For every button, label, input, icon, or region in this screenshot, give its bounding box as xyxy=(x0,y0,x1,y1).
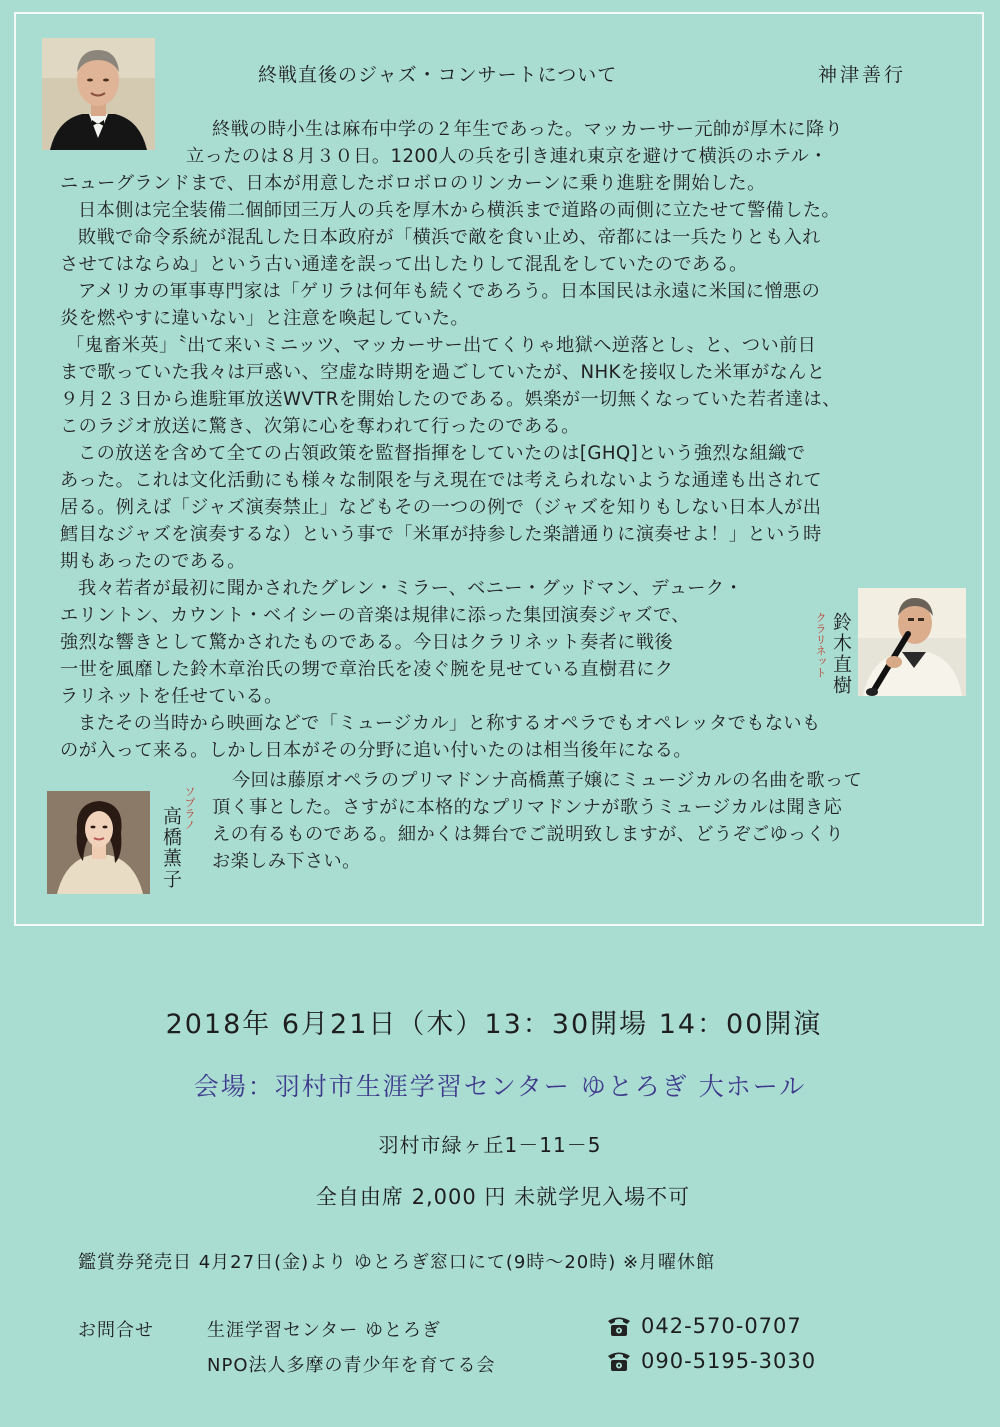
essay-line: 今回は藤原オペラのプリマドンナ高橋薫子嬢にミュージカルの名曲を歌って xyxy=(232,770,863,791)
soprano-performer-name: 高橋薫子 xyxy=(160,806,182,890)
essay-line: 敗戦で命令系統が混乱した日本政府が「横浜で敵を食い止め、帝都には一兵たりとも入れ xyxy=(78,227,821,248)
essay-line: 期もあったのである。 xyxy=(60,551,246,572)
contact-phone xyxy=(607,1349,816,1373)
essay-line: のが入って来る。しかし日本がその分野に追い付いたのは相当後年になる。 xyxy=(60,740,692,761)
essay-line: エリントン、カウント・ベイシーの音楽は規律に添った集団演奏ジャズで、 xyxy=(60,605,690,626)
clarinet-performer-name: 鈴木直樹 xyxy=(830,612,852,696)
essay-line: 頂く事とした。さすがに本格的なプリマドンナが歌うミュージカルは聞き応 xyxy=(212,797,843,818)
essay-line: 「鬼畜米英」〝出て来いミニッツ、マッカーサー出てくりゃ地獄へ逆落とし〟と、つい前日 xyxy=(66,335,817,356)
essay-line: お楽しみ下さい。 xyxy=(212,851,361,872)
essay-line: 鱈目なジャズを演奏するな）という事で「米軍が持参した楽譜通りに演奏せよ！」という時 xyxy=(60,524,822,545)
clarinet-performer-photo xyxy=(858,588,966,696)
contact-phone-number: 090-5195-3030 xyxy=(641,1349,817,1373)
essay-line: あった。これは文化活動にも様々な制限を与え現在では考えられないような通達も出されて xyxy=(60,470,822,491)
essay-line: 立ったのは８月３０日。1200人の兵を引き連れ東京を避けて横浜のホテル・ xyxy=(186,146,828,167)
article-author: 神津善行 xyxy=(818,64,907,86)
contact-phone-number: 042-570-0707 xyxy=(641,1314,802,1338)
essay-line: 終戦の時小生は麻布中学の２年生であった。マッカーサー元帥が厚木に降り xyxy=(212,119,844,140)
essay-line: 一世を風靡した鈴木章治氏の甥で章治氏を凌ぐ腕を見せている直樹君にク xyxy=(60,659,674,680)
essay-line: 炎を燃やすに違いない」と注意を喚起していた。 xyxy=(60,308,469,329)
essay-line: まで歌っていた我々は戸惑い、空虚な時期を過ごしていたが、NHKを接収した米軍がなんと xyxy=(60,362,826,383)
article-title: 終戦直後のジャズ・コンサートについて xyxy=(258,64,618,86)
essay-line: ９月２３日から進駐軍放送WVTRを開始したのである。娯楽が一切無くなっていた若者達は、 xyxy=(60,389,841,410)
clarinet-role-label: クラリネット xyxy=(814,612,827,678)
ticket-sale-info: 鑑賞券発売日 4月27日(金)より ゆとろぎ窓口にて(9時～20時) ※月曜休館 xyxy=(78,1252,716,1273)
telephone-icon xyxy=(607,1350,631,1372)
essay-line: えの有るものである。細かくは舞台でご説明致しますが、どうぞごゆっくり xyxy=(212,824,844,845)
essay-line: またその当時から映画などで「ミュージカル」と称するオペラでもオペレッタでもないも xyxy=(78,713,821,734)
essay-line: ニューグランドまで、日本が用意したボロボロのリンカーンに乗り進駐を開始した。 xyxy=(60,173,766,194)
essay-line: このラジオ放送に驚き、次第に心を奪われて行ったのである。 xyxy=(60,416,580,437)
contact-org-name: NPO法人多摩の青少年を育てる会 xyxy=(207,1355,496,1376)
essay-line: させてはならぬ」という古い通達を誤って出したりして混乱をしていたのである。 xyxy=(60,254,748,275)
telephone-icon xyxy=(607,1315,631,1337)
essay-line: この放送を含めて全ての占領政策を監督指揮をしていたのは[GHQ]という強烈な組織で xyxy=(78,443,806,464)
essay-line: 居る。例えば「ジャズ演奏禁止」などもその一つの例で（ジャズを知りもしない日本人が出 xyxy=(60,497,822,518)
event-price: 全自由席 2,000 円 未就学児入場不可 xyxy=(315,1185,691,1209)
contact-label: お問合せ xyxy=(78,1320,154,1341)
event-datetime: 2018年 6月21日（木）13：30開場 14：00開演 xyxy=(165,1009,823,1040)
soprano-performer-photo xyxy=(47,791,150,894)
event-venue: 会場：羽村市生涯学習センター ゆとろぎ 大ホール xyxy=(193,1072,807,1101)
author-photo xyxy=(42,38,155,150)
contact-org-name: 生涯学習センター ゆとろぎ xyxy=(207,1320,442,1341)
essay-line: 強烈な響きとして驚かされたものである。今日はクラリネット奏者に戦後 xyxy=(60,632,674,653)
essay-line: アメリカの軍事専門家は「ゲリラは何年も続くであろう。日本国民は永遠に米国に憎悪の xyxy=(78,281,821,302)
essay-line: 日本側は完全装備二個師団三万人の兵を厚木から横浜まで道路の両側に立たせて警備した。 xyxy=(78,200,841,221)
essay-line: ラリネットを任せている。 xyxy=(60,686,283,707)
event-address: 羽村市緑ヶ丘1－11－5 xyxy=(378,1133,602,1157)
contact-phone xyxy=(607,1314,802,1338)
essay-line: 我々若者が最初に聞かされたグレン・ミラー、ベニー・グッドマン、デューク・ xyxy=(78,578,744,599)
soprano-role-label: ソプラノ xyxy=(183,786,196,830)
